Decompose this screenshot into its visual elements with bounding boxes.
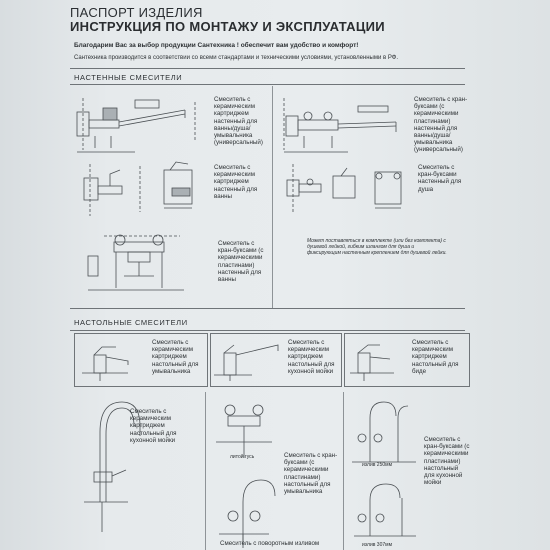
- deck-mixer-1-drawing: [78, 337, 144, 381]
- wall-mixer-4-drawing: [283, 160, 413, 218]
- deck-mixer-4-caption: Смеситель с керамическим картриджем настольный для кухонной мойки: [130, 408, 177, 444]
- deck-mixer-3-caption: Смеситель с керамическим картриджем настольный для биде: [412, 339, 459, 375]
- intro-line-2: Сантехника производится в соответствии со всеми стандартами и техническими условиями, установленными в РФ.: [74, 55, 399, 61]
- divider: [70, 330, 465, 331]
- column-divider: [272, 86, 273, 308]
- spout-307-label: излив 307мм: [362, 542, 393, 548]
- wall-mixer-2-caption: Смеситель с кран-буксами (с керамическими пластинами) настенный для ванны/душа/ умывальника (универсальный): [414, 96, 468, 154]
- wall-mixer-2-drawing: [278, 92, 408, 154]
- doc-subtitle: ИНСТРУКЦИЯ ПО МОНТАЖУ И ЭКСПЛУАТАЦИИ: [70, 19, 385, 34]
- wall-mixer-1-caption: Смеситель с керамическим картриджем настенный для ванны/душа/ умывальника (универсальный): [214, 96, 263, 147]
- deck-mixer-6-caption: Смеситель с кран-буксами (с керамическими пластинами) настольный для кухонной мойки: [424, 436, 470, 487]
- section-wall-heading: НАСТЕННЫЕ СМЕСИТЕЛИ: [74, 73, 183, 82]
- divider: [70, 68, 465, 69]
- deck-mixer-5-drawing: [210, 400, 280, 460]
- deck-mixer-8-drawing: [348, 396, 420, 472]
- wall-note: Может поставляться в комплекте (или без комплекта) с душевой лейкой, гибким шлангом для душа и фиксирующим настенным креплением для душевой лейки.: [307, 238, 447, 257]
- deck-mixer-3-drawing: [348, 337, 404, 381]
- deck-mixer-2-drawing: [212, 337, 284, 381]
- spout-cast-label: литой гусь: [230, 454, 255, 460]
- column-divider: [205, 392, 206, 550]
- deck-mixer-9-drawing: [350, 478, 422, 538]
- deck-mixer-1-caption: Смеситель с керамическим картриджем настольный для умывальника: [152, 339, 199, 375]
- wall-mixer-1-drawing: [75, 92, 210, 154]
- doc-title: ПАСПОРТ ИЗДЕЛИЯ: [70, 5, 203, 20]
- wall-mixer-4-caption: Смеситель с кран-буксами настенный для душа: [418, 164, 462, 193]
- deck-mixer-5-caption: Смеситель с кран-буксами (с керамическими пластинами) настольный для умывальника: [284, 452, 338, 496]
- deck-mixer-7-caption: Смеситель с поворотным изливом: [220, 540, 320, 547]
- column-divider: [343, 392, 344, 550]
- deck-mixer-2-caption: Смеситель с керамическим картриджем настольный для кухонной мойки: [288, 339, 335, 375]
- wall-mixer-5-drawing: [84, 228, 194, 292]
- divider: [70, 308, 465, 309]
- wall-mixer-3-drawing: [80, 160, 210, 218]
- intro-line-1: Благодарим Вас за выбор продукции Сантехника ! обеспечит вам удобство и комфорт!: [74, 42, 359, 49]
- wall-mixer-3-caption: Смеситель с керамическим картриджем настенный для ванны: [214, 164, 258, 200]
- wall-mixer-5-caption: Смеситель с кран-буксами (с керамическими пластинами) настенный для ванны: [218, 240, 264, 284]
- section-deck-heading: НАСТОЛЬНЫЕ СМЕСИТЕЛИ: [74, 318, 188, 327]
- spout-250-label: излив 250мм: [362, 462, 393, 468]
- divider: [70, 84, 465, 85]
- deck-mixer-6-drawing: [213, 472, 283, 550]
